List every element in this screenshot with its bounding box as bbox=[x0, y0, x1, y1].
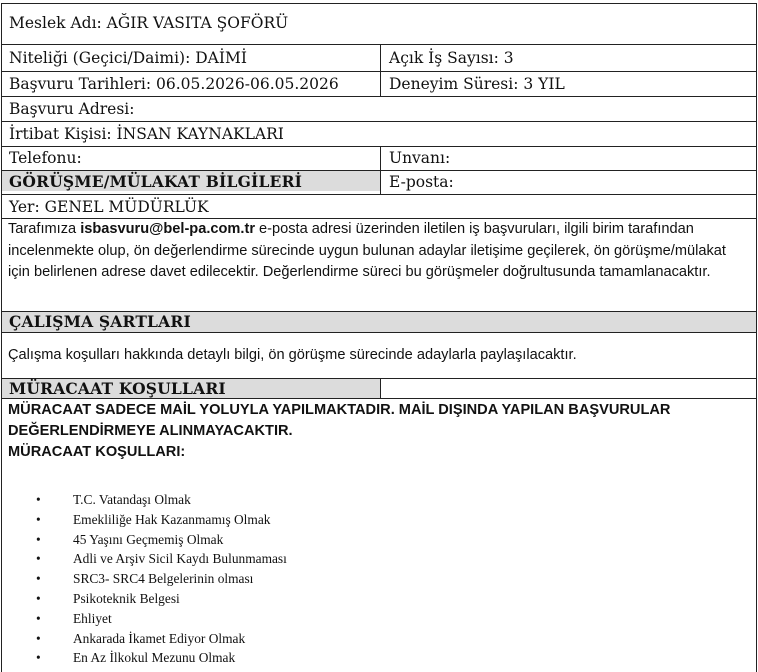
conditions-list bbox=[36, 490, 287, 668]
list-item bbox=[36, 549, 287, 569]
bullet-icon: • bbox=[36, 650, 41, 666]
border-right bbox=[756, 3, 757, 672]
muracaat-subheading: MÜRACAAT KOŞULLARI: bbox=[8, 444, 186, 460]
irtibat-kisisi: İrtibat Kişisi: İNSAN KAYNAKLARI bbox=[9, 125, 284, 143]
bullet-icon: • bbox=[36, 531, 41, 547]
list-item bbox=[36, 490, 287, 510]
column-divider bbox=[380, 146, 381, 194]
condition-text: Emekliliğe Hak Kazanmamış Olmak bbox=[73, 511, 271, 527]
condition-text: Psikoteknik Belgesi bbox=[73, 590, 180, 606]
rule bbox=[1, 96, 757, 97]
condition-text: Ankarada İkamet Ediyor Olmak bbox=[73, 630, 246, 646]
list-item bbox=[36, 530, 287, 550]
rule bbox=[1, 44, 757, 45]
niteligi: Niteliği (Geçici/Daimi): DAİMİ bbox=[9, 49, 247, 67]
unvani: Unvanı: bbox=[389, 149, 451, 167]
gorusme-prefix: Tarafımıza bbox=[8, 221, 81, 237]
rule bbox=[1, 194, 757, 195]
yer: Yer: GENEL MÜDÜRLÜK bbox=[9, 198, 209, 216]
rule bbox=[1, 332, 757, 333]
gorusme-paragraph bbox=[8, 219, 750, 284]
rule bbox=[1, 146, 757, 147]
list-item bbox=[36, 648, 287, 668]
bullet-icon: • bbox=[36, 590, 41, 606]
bullet-icon: • bbox=[36, 511, 41, 527]
rule bbox=[1, 121, 757, 122]
rule bbox=[1, 3, 757, 4]
condition-text: En Az İlkokul Mezunu Olmak bbox=[73, 650, 236, 666]
bullet-icon: • bbox=[36, 492, 41, 507]
condition-text: 45 Yaşını Geçmemiş Olmak bbox=[73, 531, 224, 547]
condition-text: Adli ve Arşiv Sicil Kaydı Bulunmaması bbox=[73, 551, 287, 567]
gorusme-header: GÖRÜŞME/MÜLAKAT BİLGİLERİ bbox=[9, 172, 303, 191]
meslek-adi: Meslek Adı: AĞIR VASITA ŞOFÖRÜ bbox=[9, 14, 289, 32]
acik-is-sayisi: Açık İş Sayısı: 3 bbox=[389, 49, 514, 67]
column-divider bbox=[380, 378, 381, 398]
column-divider bbox=[380, 44, 381, 96]
list-item bbox=[36, 609, 287, 629]
list-item bbox=[36, 510, 287, 530]
condition-text: SRC3- SRC4 Belgelerinin olması bbox=[73, 571, 254, 587]
rule bbox=[1, 170, 757, 171]
telefonu: Telefonu: bbox=[9, 149, 82, 167]
bullet-icon: • bbox=[36, 551, 41, 567]
condition-text: Ehliyet bbox=[73, 610, 112, 626]
calisma-header: ÇALIŞMA ŞARTLARI bbox=[9, 312, 191, 331]
calisma-text: Çalışma koşulları hakkında detaylı bilgi, ön görüşme sürecinde adaylarla paylaşılacaktır. bbox=[8, 347, 577, 363]
muracaat-notice: MÜRACAAT SADECE MAİL YOLUYLA YAPILMAKTADIR. MAİL DIŞINDA YAPILAN BAŞVURULAR DEĞERLENDİRMEYE ALINMAYACAKTIR. bbox=[8, 402, 671, 439]
gorusme-suffix: e-posta adresi üzerinden iletilen iş başvuruları, ilgili birim tarafından incelenmekte olup, ön değerlendirme sürecinde uygun bulunan adaylar iletişime geçilerek, ön görüşme/mülakat için belirlenen adrese davet edilecektir. Değerlendirme süreci bu görüşmeler doğrultusunda tamamlanacaktır. bbox=[8, 221, 726, 280]
email-link[interactable]: isbasvuru@bel-pa.com.tr bbox=[80, 221, 255, 237]
e-posta: E-posta: bbox=[389, 173, 454, 191]
basvuru-tarihleri: Başvuru Tarihleri: 06.05.2026-06.05.2026 bbox=[9, 75, 339, 93]
muracaat-header: MÜRACAAT KOŞULLARI bbox=[9, 379, 226, 398]
bullet-icon: • bbox=[36, 610, 41, 626]
condition-text: T.C. Vatandaşı Olmak bbox=[73, 492, 191, 507]
basvuru-adresi: Başvuru Adresi: bbox=[9, 100, 135, 118]
list-item bbox=[36, 589, 287, 609]
deneyim-suresi: Deneyim Süresi: 3 YIL bbox=[389, 75, 565, 93]
bullet-icon: • bbox=[36, 571, 41, 587]
list-item bbox=[36, 569, 287, 589]
list-item bbox=[36, 629, 287, 649]
rule bbox=[1, 71, 757, 72]
bullet-icon: • bbox=[36, 630, 41, 646]
border-left bbox=[1, 3, 2, 672]
